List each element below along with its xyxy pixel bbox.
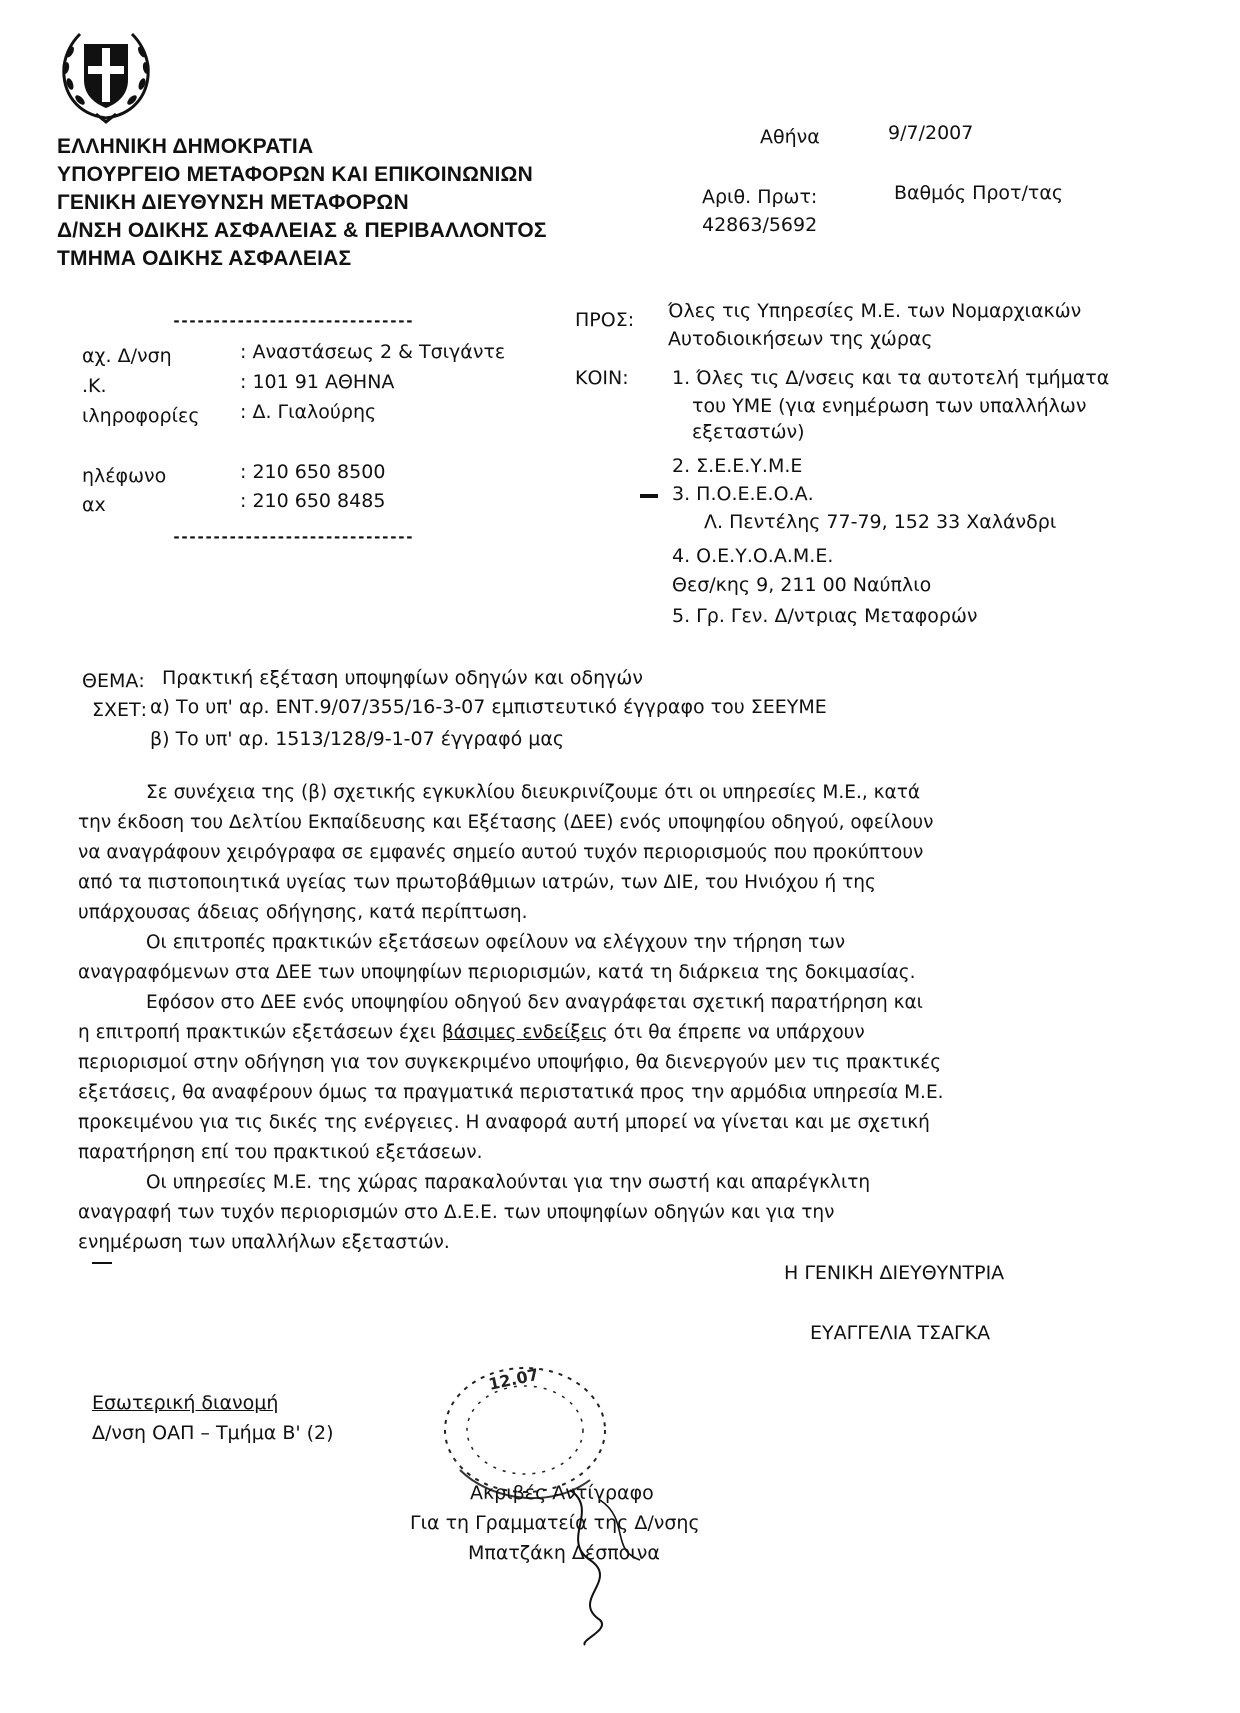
cc-line-7: 4. Ο.Ε.Υ.Ο.Α.Μ.Ε.: [672, 545, 834, 567]
handwritten-signature: [540, 1470, 680, 1650]
subject-label: ΘΕΜΑ:: [82, 670, 145, 692]
reference-a: α) Το υπ' αρ. ΕΝΤ.9/07/355/16-3-07 εμπιστευτικό έγγραφο του ΣΕΕΥΜΕ: [150, 696, 827, 718]
letterhead-line-1: ΕΛΛΗΝΙΚΗ ΔΗΜΟΚΡΑΤΙΑ: [57, 135, 314, 158]
date: 9/7/2007: [888, 122, 974, 144]
margin-mark: [92, 1262, 112, 1264]
body-line-16: ενημέρωση των υπαλλήλων εξεταστών.: [78, 1232, 450, 1253]
contact-label-address: αχ. Δ/νση: [82, 345, 172, 367]
body-line-13: παρατήρηση επί του πρακτικού εξετάσεων.: [78, 1142, 483, 1163]
body-line-10: περιορισμοί στην οδήγηση για τον συγκεκριμένο υποψήφιο, θα διενεργούν μεν τις πρακτικές: [78, 1052, 942, 1073]
letterhead-line-4: Δ/ΝΣΗ ΟΔΙΚΗΣ ΑΣΦΑΛΕΙΑΣ & ΠΕΡΙΒΑΛΛΟΝΤΟΣ: [57, 219, 547, 242]
contact-label-postcode: .Κ.: [82, 375, 107, 397]
separator-top: ------------------------------: [172, 312, 413, 330]
contact-value-info: : Δ. Γιαλούρης: [240, 401, 377, 423]
protocol-label: Αριθ. Πρωτ:: [702, 186, 818, 208]
letterhead-line-2: ΥΠΟΥΡΓΕΙΟ ΜΕΤΑΦΟΡΩΝ ΚΑΙ ΕΠΙΚΟΙΝΩΝΙΩΝ: [57, 163, 533, 186]
contact-value-postcode: : 101 91 ΑΘΗΝΑ: [240, 371, 395, 393]
handwritten-dash-mark: [640, 494, 658, 498]
body-line-7: αναγραφόμενων στα ΔΕΕ των υποψηφίων περιορισμών, κατά τη διάρκεια της δοκιμασίας.: [78, 962, 916, 983]
body-line-15: αναγραφή των τυχόν περιορισμών στο Δ.Ε.Ε. των υποψηφίων οδηγών και για την: [78, 1202, 835, 1223]
reference-label: ΣΧΕΤ:: [92, 699, 148, 721]
body-line-11: εξετάσεις, θα αναφέρουν όμως τα πραγματικά περιστατικά προς την αρμόδια υπηρεσία Μ.Ε.: [78, 1082, 944, 1103]
subject-text: Πρακτική εξέταση υποψηφίων οδηγών και οδηγών: [162, 667, 643, 689]
contact-label-fax: αx: [82, 494, 106, 516]
body-line-4: από τα πιστοποιητικά υγείας των πρωτοβάθμιων ιατρών, των ΔΙΕ, του Ηνιόχου ή της: [78, 872, 876, 893]
cc-line-1: 1. Όλες τις Δ/νσεις και τα αυτοτελή τμήματα: [672, 367, 1110, 389]
signature-name: ΕΥΑΓΓΕΛΙΑ ΤΣΑΓΚΑ: [810, 1322, 991, 1344]
protocol-number: 42863/5692: [702, 214, 818, 236]
copy-note-line-1: Ακριβές Αντίγραφο: [470, 1482, 654, 1504]
place: Αθήνα: [760, 126, 820, 148]
contact-label-info: ιληροφορίες: [82, 405, 200, 427]
cc-line-6: Λ. Πεντέλης 77-79, 152 33 Χαλάνδρι: [704, 511, 1057, 533]
body-line-9: [78, 1022, 865, 1043]
to-line-1: Όλες τις Υπηρεσίες Μ.Ε. των Νομαρχιακών: [668, 300, 1082, 322]
body-line-1: Σε συνέχεια της (β) σχετικής εγκυκλίου διευκρινίζουμε ότι οι υπηρεσίες Μ.Ε., κατά: [146, 782, 921, 803]
to-label: ΠΡΟΣ:: [575, 309, 635, 331]
priority-label: Βαθμός Προτ/τας: [894, 182, 1064, 204]
body-line-12: προκειμένου για τις δικές της ενέργειες. Η αναφορά αυτή μπορεί να γίνεται και με σχετική: [78, 1112, 930, 1133]
copy-note-line-2: Για τη Γραμματεία της Δ/νσης: [410, 1512, 700, 1534]
letterhead-line-3: ΓΕΝΙΚΗ ΔΙΕΥΘΥΝΣΗ ΜΕΤΑΦΟΡΩΝ: [57, 191, 409, 214]
body-line-6: Οι επιτροπές πρακτικών εξετάσεων οφείλουν να ελέγχουν την τήρηση των: [146, 932, 846, 953]
body-line-2: την έκδοση του Δελτίου Εκπαίδευσης και Εξέτασης (ΔΕΕ) ενός υποψηφίου οδηγού, οφείλουν: [78, 812, 934, 833]
body-line-8: Εφόσον στο ΔΕΕ ενός υποψηφίου οδηγού δεν αναγράφεται σχετική παρατήρηση και: [146, 992, 923, 1013]
contact-label-phone: ηλέφωνο: [82, 465, 167, 487]
to-line-2: Αυτοδιοικήσεων της χώρας: [668, 328, 933, 350]
body-line-3: να αναγράφουν χειρόγραφα σε εμφανές σημείο αυτού τυχόν περιορισμούς που προκύπτουν: [78, 842, 924, 863]
cc-line-9: 5. Γρ. Γεν. Δ/ντριας Μεταφορών: [672, 605, 978, 627]
signature-title: Η ΓΕΝΙΚΗ ΔΙΕΥΘΥΝΤΡΙΑ: [784, 1262, 1005, 1284]
greek-coat-of-arms-emblem: [54, 22, 158, 126]
body-line-14: Οι υπηρεσίες Μ.Ε. της χώρας παρακαλούνται για την σωστή και απαρέγκλιτη: [146, 1172, 871, 1193]
body-line-9-start: η επιτροπή πρακτικών εξετάσεων έχει: [78, 1022, 436, 1043]
cc-line-2: του ΥΜΕ (για ενημέρωση των υπαλλήλων: [692, 395, 1087, 417]
distribution-line: Δ/νση ΟΑΠ – Τμήμα Β' (2): [92, 1422, 334, 1444]
cc-line-3: εξεταστών): [692, 421, 805, 443]
cc-label: ΚΟΙΝ:: [575, 367, 629, 389]
contact-value-fax: : 210 650 8485: [240, 490, 386, 512]
letterhead-line-5: ΤΜΗΜΑ ΟΔΙΚΗΣ ΑΣΦΑΛΕΙΑΣ: [57, 247, 352, 270]
underlined-phrase: βάσιμες ενδείξεις: [441, 1022, 608, 1043]
separator-bottom: ------------------------------: [172, 528, 413, 546]
cc-line-4: 2. Σ.Ε.Ε.Υ.Μ.Ε: [672, 455, 803, 477]
cc-line-5: 3. Π.Ο.Ε.Ε.Ο.Α.: [672, 483, 814, 505]
copy-note-line-3: Μπατζάκη Δέσποινα: [468, 1542, 660, 1564]
body-line-5: υπάρχουσας άδειας οδήγησης, κατά περίπτωση.: [78, 902, 528, 923]
contact-value-phone: : 210 650 8500: [240, 461, 386, 483]
distribution-title: Εσωτερική διανομή: [92, 1392, 279, 1414]
reference-b: β) Το υπ' αρ. 1513/128/9-1-07 έγγραφό μας: [150, 728, 565, 750]
contact-value-address: : Αναστάσεως 2 & Τσιγάντε: [240, 341, 506, 363]
stamp-text: 12.07: [486, 1364, 541, 1394]
cc-line-8: Θεσ/κης 9, 211 00 Ναύπλιο: [672, 574, 932, 596]
body-line-9-end: ότι θα έπρεπε να υπάρχουν: [613, 1022, 865, 1043]
